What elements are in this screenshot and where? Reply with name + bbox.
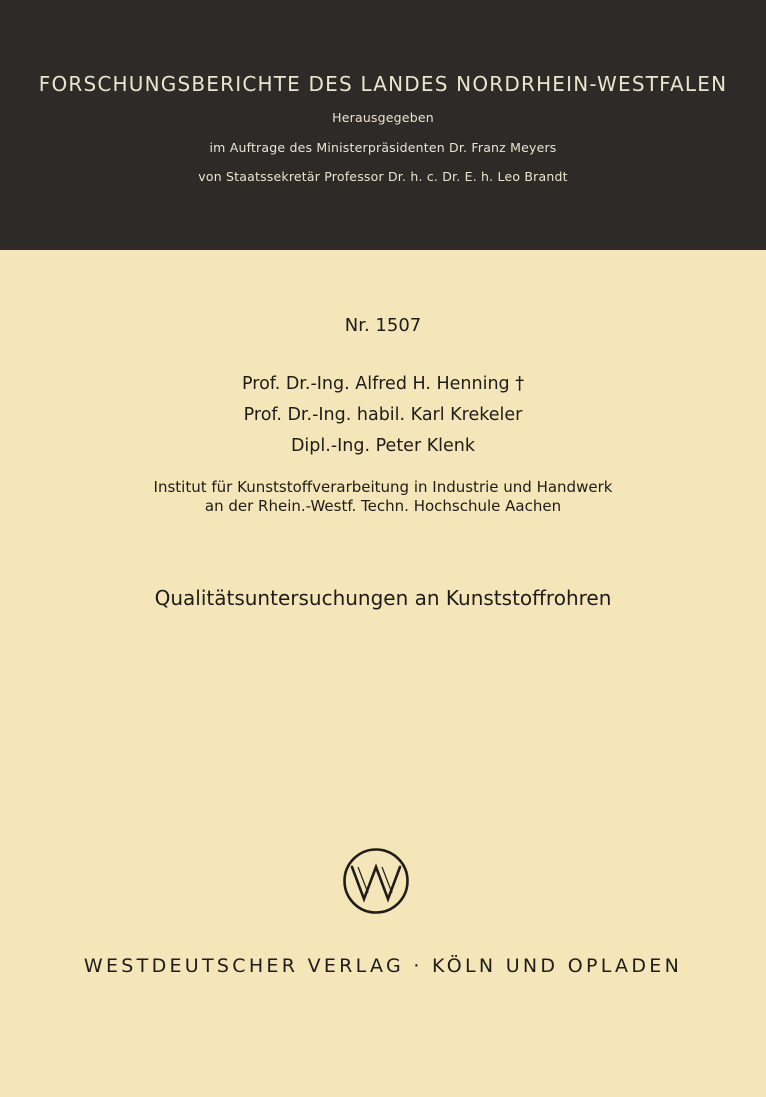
series-title: FORSCHUNGSBERICHTE DES LANDES NORDRHEIN-WESTFALEN <box>38 72 728 96</box>
author-1: Prof. Dr.-Ing. Alfred H. Henning † <box>242 374 524 394</box>
institute-line-2: an der Rhein.-Westf. Techn. Hochschule Aachen <box>204 497 562 515</box>
series-header-band <box>0 0 766 250</box>
report-title: Qualitätsuntersuchungen an Kunststoffrohren <box>154 586 612 610</box>
publisher-name: WESTDEUTSCHER VERLAG · KÖLN UND OPLADEN <box>83 955 683 977</box>
editor-line-commission: im Auftrage des Ministerpräsidenten Dr. Franz Meyers <box>209 140 557 155</box>
report-number: Nr. 1507 <box>344 315 422 336</box>
editor-line-secretary: von Staatssekretär Professor Dr. h. c. Dr. E. h. Leo Brandt <box>198 169 568 184</box>
editor-line-editor: Herausgegeben <box>332 110 434 125</box>
author-2: Prof. Dr.-Ing. habil. Karl Krekeler <box>243 405 523 425</box>
wv-publisher-logo-icon <box>342 847 410 915</box>
author-3: Dipl.-Ing. Peter Klenk <box>290 436 476 456</box>
institute-line-1: Institut für Kunststoffverarbeitung in Industrie und Handwerk <box>153 478 613 496</box>
